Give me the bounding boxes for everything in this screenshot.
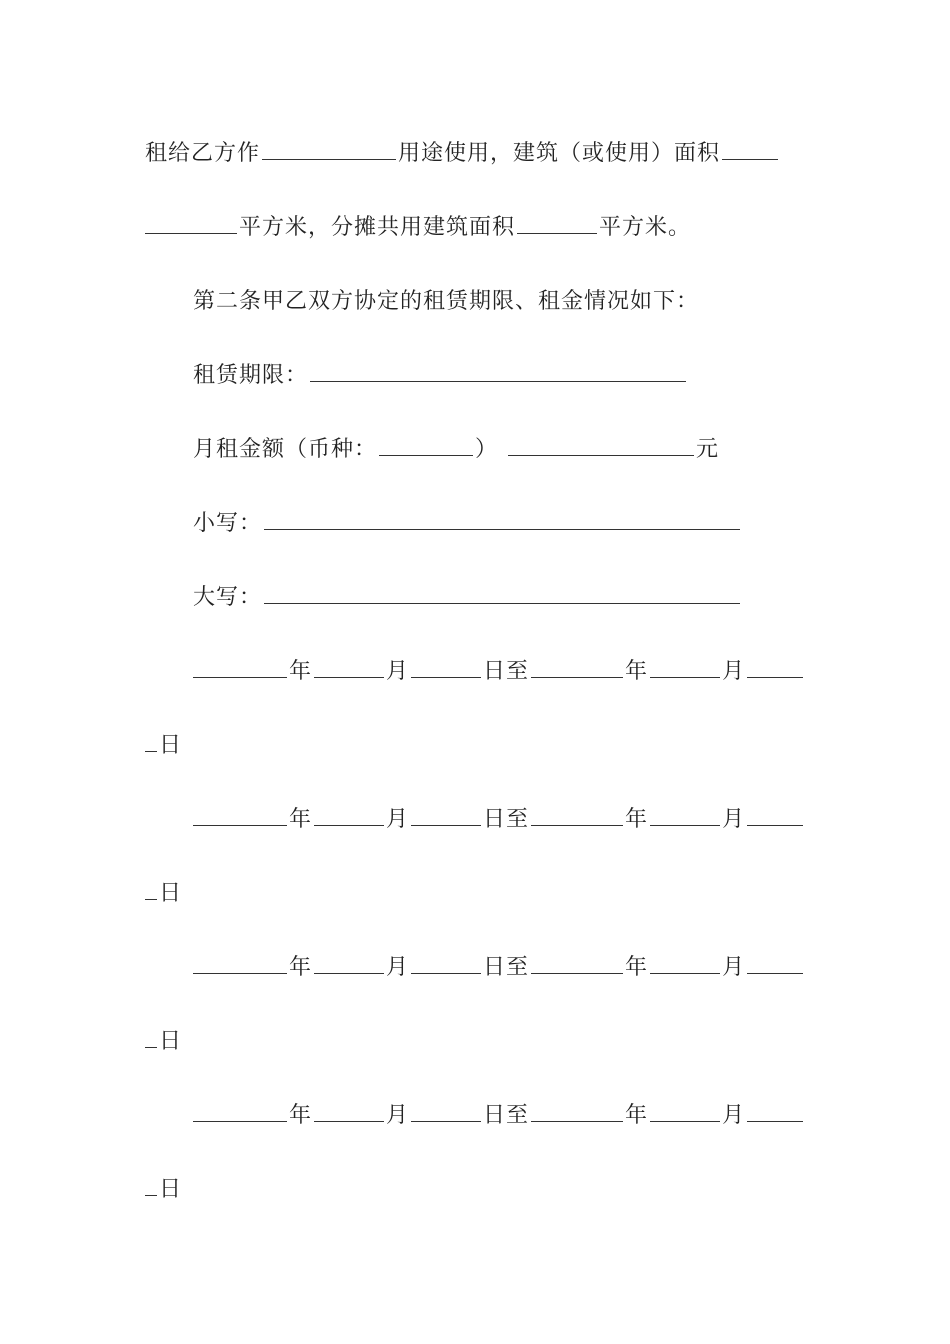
blank-month-from (314, 657, 384, 678)
date-range-4 (193, 1101, 805, 1131)
uppercase-line (193, 583, 742, 613)
blank-day-from (411, 953, 481, 974)
label-month: 月 (386, 807, 410, 832)
blank-month-from (314, 1101, 384, 1122)
label-month-to: 月 (722, 1103, 746, 1128)
article-2-text: 第二条甲乙双方协定的租赁期限、租金情况如下： (193, 289, 700, 314)
blank-usage (262, 139, 396, 160)
lease-term-line (193, 361, 688, 391)
blank-rent-amount (508, 435, 694, 456)
blank-year-to (531, 657, 623, 678)
text-lease-to: 租给乙方作 (145, 141, 261, 166)
paragraph-usage (145, 139, 780, 169)
blank-month-from (314, 805, 384, 826)
date-range-3 (193, 953, 805, 983)
blank-month-to (650, 953, 720, 974)
label-month: 月 (386, 659, 410, 684)
blank-month-from (314, 953, 384, 974)
uppercase-label: 大写： (193, 585, 263, 610)
lowercase-line (193, 509, 742, 539)
label-day-to: 日至 (483, 659, 530, 684)
rent-label: 月租金额（币种： (193, 437, 378, 462)
label-month-to: 月 (722, 807, 746, 832)
label-day-to: 日至 (483, 1103, 530, 1128)
paragraph-area (145, 213, 691, 243)
label-month: 月 (386, 1103, 410, 1128)
label-year: 年 (289, 955, 313, 980)
label-day-to: 日至 (483, 955, 530, 980)
blank-day-to-1 (747, 1101, 803, 1122)
blank-currency (379, 435, 473, 456)
text-usage-area: 用途使用，建筑（或使用）面积 (398, 141, 721, 166)
label-year: 年 (289, 807, 313, 832)
label-year-to: 年 (625, 1103, 649, 1128)
rent-close-paren: ） (475, 437, 499, 462)
blank-lease-term (310, 361, 686, 382)
label-day: 日 (159, 881, 183, 906)
blank-area-2 (145, 213, 237, 234)
blank-area-1 (722, 139, 778, 160)
blank-day-to-1 (747, 953, 803, 974)
label-month-to: 月 (722, 955, 746, 980)
label-month: 月 (386, 955, 410, 980)
blank-year-from (193, 1101, 287, 1122)
text-sqm-end: 平方米。 (599, 215, 692, 240)
date-range-4-cont (145, 1175, 182, 1205)
label-day: 日 (159, 733, 183, 758)
label-day: 日 (159, 1177, 183, 1202)
blank-day-to-2 (145, 1027, 157, 1048)
label-day-to: 日至 (483, 807, 530, 832)
date-range-3-cont (145, 1027, 182, 1057)
article-2-heading (193, 287, 699, 317)
blank-lowercase (264, 509, 740, 530)
label-year-to: 年 (625, 807, 649, 832)
blank-month-to (650, 805, 720, 826)
blank-day-from (411, 657, 481, 678)
blank-day-to-2 (145, 1175, 157, 1196)
monthly-rent-line (193, 435, 719, 465)
lowercase-label: 小写： (193, 511, 263, 536)
label-year: 年 (289, 1103, 313, 1128)
date-range-1-cont (145, 731, 182, 761)
rent-unit: 元 (696, 437, 720, 462)
blank-day-to-2 (145, 731, 157, 752)
blank-day-to-1 (747, 805, 803, 826)
label-month-to: 月 (722, 659, 746, 684)
blank-day-from (411, 1101, 481, 1122)
blank-day-from (411, 805, 481, 826)
label-day: 日 (159, 1029, 183, 1054)
blank-year-from (193, 805, 287, 826)
blank-month-to (650, 1101, 720, 1122)
label-year-to: 年 (625, 955, 649, 980)
blank-year-to (531, 1101, 623, 1122)
label-year: 年 (289, 659, 313, 684)
date-range-2 (193, 805, 805, 835)
label-year-to: 年 (625, 659, 649, 684)
blank-year-to (531, 805, 623, 826)
blank-shared-area (517, 213, 597, 234)
blank-day-to-1 (747, 657, 803, 678)
blank-year-to (531, 953, 623, 974)
date-range-2-cont (145, 879, 182, 909)
blank-month-to (650, 657, 720, 678)
blank-year-from (193, 953, 287, 974)
blank-uppercase (264, 583, 740, 604)
blank-day-to-2 (145, 879, 157, 900)
blank-year-from (193, 657, 287, 678)
text-shared-area: 平方米，分摊共用建筑面积 (239, 215, 516, 240)
lease-term-label: 租赁期限： (193, 363, 309, 388)
date-range-1 (193, 657, 805, 687)
